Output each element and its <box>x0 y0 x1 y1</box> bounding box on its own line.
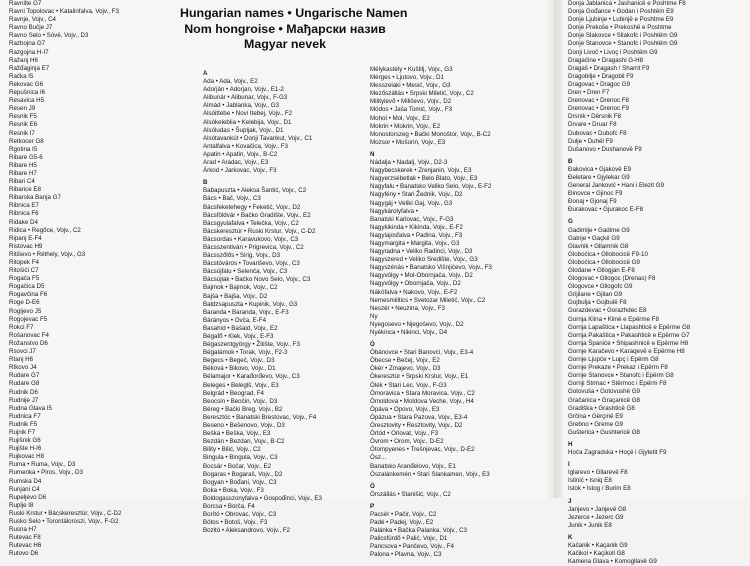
index-entry: Bégaszentgyörgy • Žitište, Vojv., F3 <box>203 341 300 349</box>
letter-heading: P <box>370 502 375 510</box>
index-entry: Bácsföldvár • Bačko Gradište, Vojv., E2 <box>203 211 311 219</box>
index-entry: Ribarice E8 <box>9 186 41 194</box>
index-entry: Bácsszőlős • Sirig, Vojv., D3 <box>203 252 281 260</box>
index-entry: Ribare G5-6 <box>9 153 43 161</box>
index-entry: Resen J9 <box>9 105 36 113</box>
hungarian-names-column-1 <box>203 66 375 535</box>
index-entry: Bácsordas • Karavukovo, Vojv., C3 <box>203 235 299 243</box>
index-entry: Ristovac H9 <box>9 242 43 250</box>
index-entry: Gornje Prekaze • Prekaz i Epërm F8 <box>568 364 668 372</box>
index-entry: Glodane • Gllogjan E-F8 <box>568 267 635 274</box>
index-entry: Bégatámok • Torak, Vojv., F2-3 <box>203 349 288 357</box>
index-entry: Gornja Pakaštica • Pakashticë e Epërme G7 <box>568 331 690 339</box>
index-entry: Bozitó • Aleksandrovo, Vojv., F2 <box>203 527 291 535</box>
index-entry: Đurakovac • Gjurakoc E-F8 <box>568 206 644 214</box>
index-entry: Nagyvölgy • Obornjača, Vojv., D2 <box>370 280 461 288</box>
index-entry: Junik • Junik E8 <box>568 521 612 529</box>
index-entry: Ravno Selo • Sóvé, Vojv., D3 <box>9 32 89 40</box>
index-entry: Đeletare • Gjylekar G9 <box>568 173 630 181</box>
index-entry: Békova • Bikovo, Vojv., D1 <box>203 365 276 373</box>
index-entry: Boka • Boka, Vojv., F3 <box>203 486 264 494</box>
index-entry: Beška • Beška, Vojv., E3 <box>203 430 271 438</box>
letter-heading: H <box>568 440 573 448</box>
index-entry: Palona • Plavna, Vojv., C3 <box>370 551 442 559</box>
index-entry: Nagykikinda • Kikinda, Vojv., E-F2 <box>370 223 463 231</box>
index-entry: Óvrom • Orom, Vojv., D-E2 <box>370 438 444 446</box>
index-entry: Resnik F5 <box>9 113 37 121</box>
index-entry: Alsótavankút • Donji Tavankut, Vojv., C1 <box>203 134 313 142</box>
index-entry: Örszállás • Stanišić, Vojv., C2 <box>370 490 451 498</box>
index-entry: Dušanovo • Dushanovë F9 <box>568 145 642 153</box>
index-entry: Palánka • Bačka Palanka, Vojv., C3 <box>370 527 467 535</box>
index-entry: Alsóludas • Šupljak, Vojv., D1 <box>203 126 284 134</box>
index-entry: Antalfalva • Kovačica, Vojv., F3 <box>203 142 288 150</box>
index-entry: Ravnje, Vojv., C4 <box>9 16 56 24</box>
index-entry: Kamena Glava • Komogllavë G9 <box>568 558 657 566</box>
index-entry: Alibunár • Alibunar, Vojv., F-G3 <box>203 94 288 102</box>
index-entry: Kačikol • Kaçikoll G8 <box>568 550 625 558</box>
index-entry: Gornje Ljupče • Lupç i Epërm G8 <box>568 356 659 364</box>
index-entry: Dulje • Duhël F9 <box>568 137 613 145</box>
index-entry: Rusko Selo • Torontáloroszi, Vojv., F-G2 <box>9 518 119 525</box>
index-entry: Gračanica • Graçanicë G8 <box>568 396 640 404</box>
index-entry: Iglarevo • Gllarevë F8 <box>568 469 628 477</box>
index-entry: Gornje Karačevo • Karaqevë e Epërme H8 <box>568 347 685 355</box>
index-entry: Račka I5 <box>9 72 34 80</box>
index-entry: Rogačica D5 <box>9 283 45 291</box>
index-entry: Đonaj • Gjonaj F9 <box>568 198 617 206</box>
index-entry: Bácsgyulafalva • Telečka, Vojv., C2 <box>203 219 299 227</box>
letter-heading: K <box>568 533 573 541</box>
albanian-names-column <box>568 0 750 566</box>
index-entry: Ruski Krstur • Bácskeresztúr, Vojv., C-D2 <box>9 509 122 517</box>
index-entry: Babapuszta • Aleksa Šantić, Vojv., C2 <box>203 187 307 195</box>
index-entry: Bácstóváros • Tovariševo, Vojv., C3 <box>203 260 300 268</box>
letter-heading: G <box>568 218 573 226</box>
index-entry: Nákófalva • Nakovo, Vojv., E-F2 <box>370 288 458 296</box>
index-entry: Rogavčina F6 <box>9 291 48 299</box>
index-entry: Nagyfény • Stari Žednik, Vojv., D2 <box>370 191 463 199</box>
index-entry: Belgrád • Beograd, F4 <box>203 389 264 397</box>
index-entry: Nyékinca • Nikinci, Vojv., D4 <box>370 329 448 336</box>
index-entry: Ribnica F6 <box>9 210 39 218</box>
index-entry: Pancsova • Pančevo, Vojv., F4 <box>370 543 454 551</box>
index-entry: Donje Ljubinje • Lubinjë e Poshtme E9 <box>568 16 674 24</box>
index-entry: Ópáva • Opovo, Vojv., E3 <box>370 405 440 413</box>
index-entry: Rokci F7 <box>9 323 34 331</box>
index-entry: Hoča Zagradska • Hoçë i Gjytetit F9 <box>568 449 667 457</box>
index-entry: Ótompyenes • Trešnjevac, Vojv., D-E2 <box>370 446 475 454</box>
place-index-column-left <box>9 0 149 558</box>
index-entry: Resnik E6 <box>9 121 38 129</box>
index-entry: Adorján • Adorjan, Vojv., E1-2 <box>203 86 284 94</box>
index-entry: Bácsújfalu • Selenča, Vojv., C3 <box>203 268 288 276</box>
index-entry: Rutevac H6 <box>9 542 42 550</box>
index-entry: Beresztóc • Banatski Brestovac, Vojv., F4 <box>203 413 317 421</box>
index-entry: Ražanj H6 <box>9 56 38 64</box>
letter-heading: B <box>203 179 208 187</box>
index-entry: Resavica H5 <box>9 97 45 105</box>
index-entry: Bárányos • Ovča, E-F4 <box>203 316 267 324</box>
index-entry: Donja Jablanica • Jashanicë e Poshtme F8 <box>568 0 686 7</box>
index-entry: Árkod • Jarkovac, Vojv., F3 <box>203 167 277 175</box>
index-entry: Gornja Španiće • Shipashnicë e Epërme H8 <box>568 339 689 347</box>
index-entry: Resnik I7 <box>9 129 35 137</box>
index-entry: Grčina • Gërçinë E9 <box>568 412 623 420</box>
index-entry: Razgojna H-I7 <box>9 48 49 56</box>
index-entry: Módos • Jaša Tomić, Vojv., F3 <box>370 106 453 114</box>
index-entry: Bajmok • Bajmok, Vojv., C2 <box>203 284 278 292</box>
index-entry: Grijilane • Gjilan G9 <box>568 291 623 299</box>
title-line: Magyar nevek <box>244 37 326 51</box>
index-entry: Dubovac • Dubofc F8 <box>568 129 627 137</box>
index-entry: Ómoldova • Moldova Veche, Vojv., H4 <box>370 397 474 405</box>
index-entry: Drenovac • Drenoc F9 <box>568 105 629 113</box>
index-entry: Bótos • Botoš, Vojv., F3 <box>203 519 268 527</box>
index-entry: Ritiševo • Réthely, Vojv., G3 <box>9 250 86 258</box>
index-entry: Rudare G8 <box>9 380 40 388</box>
index-entry: Óbánovce • Stari Banovci, Vojv., E3-4 <box>370 349 474 357</box>
index-entry: Ribarska Banja G7 <box>9 194 61 202</box>
index-entry: Gornji Strmac • Stërmoc i Epërm F8 <box>568 380 667 388</box>
index-entry: Basahíd • Bašaid, Vojv., E2 <box>203 324 278 332</box>
index-entry: Runjani C4 <box>9 485 40 493</box>
index-entry: Ripanj E-F4 <box>9 234 42 242</box>
index-entry: Ribari C4 <box>9 178 35 186</box>
index-entry: Nagykárolyfalva • <box>370 207 418 215</box>
index-entry: Ólék • Stari Lec, Vojv., F-G3 <box>370 381 447 389</box>
index-entry: Nemesmiiltics • Svetozar Miletić, Vojv., C2 <box>370 296 486 304</box>
index-entry: Bácsfeketehegy • Feketić, Vojv., D2 <box>203 203 301 211</box>
index-entry: Ravno Bučje J7 <box>9 24 53 32</box>
index-entry: Ópázua • Stara Pazova, Vojv., E3-4 <box>370 413 468 421</box>
index-entry: Nádalja • Nadalj, Vojv., D2-3 <box>370 159 448 167</box>
index-entry: Ósz... <box>370 454 387 462</box>
index-entry: Gojbulja • Gojbulë F8 <box>568 299 627 307</box>
index-entry: Rgotina I5 <box>9 145 38 153</box>
index-entry: Rudnik D6 <box>9 388 38 396</box>
index-entry: Ražđaginja E7 <box>9 64 50 72</box>
index-entry: Mélykastély • Kuštilj, Vojv., G3 <box>370 66 453 73</box>
index-entry: Apatin • Apatin, Vojv., B-C2 <box>203 150 278 158</box>
index-entry: Borcsa • Borča, F4 <box>203 502 255 510</box>
index-entry: Rogača F5 <box>9 275 40 283</box>
index-entry: Bocsár • Bočar, Vojv., E2 <box>203 462 272 470</box>
index-entry: Rusna H7 <box>9 526 37 534</box>
index-entry: Ruma • Ruma, Vojv., D3 <box>9 461 76 469</box>
index-entry: Rožanstvo D6 <box>9 339 48 347</box>
index-entry: Béreg • Bački Breg, Vojv., B2 <box>203 405 283 413</box>
index-entry: Glogovce • Gllogofc G9 <box>568 283 633 291</box>
index-entry: Bezdán • Bezdan, Vojv., B-C2 <box>203 438 285 446</box>
index-entry: Ny <box>370 312 378 320</box>
index-entry: Mezőszállás • Srpski Miletić, Vojv., C2 <box>370 90 474 98</box>
index-entry: Nagybecskerek • Zrenjanin, Vojv., E3 <box>370 167 472 175</box>
index-entry: Militylevő • Miličevo, Vojv., D2 <box>370 98 452 106</box>
hungarian-names-column-2 <box>370 66 540 559</box>
index-entry: Dragobilje • Dragobil F9 <box>568 72 634 80</box>
index-entry: Rumska D4 <box>9 477 42 485</box>
index-entry: Ószalánkemén • Stari Slankamen, Vojv., E3 <box>370 470 490 478</box>
index-entry: Donji Livoč • Livoç i Poshtëm G9 <box>568 48 658 56</box>
letter-heading: Ó <box>370 341 375 349</box>
index-entry: Óbecse • Bečej, Vojv., E2 <box>370 357 440 365</box>
index-entry: Gorazdevac • Gorazhdec E8 <box>568 307 647 315</box>
index-entry: Ókér • Zmajevo, Vojv., D3 <box>370 365 441 373</box>
letter-heading: J <box>568 497 572 505</box>
index-entry: Beleges • Beleglš, Vojv., E3 <box>203 381 279 389</box>
index-entry: Globočica • Gllobocicë F9-10 <box>568 250 648 258</box>
index-entry: Ridake D4 <box>9 218 38 226</box>
index-entry: Bogyan • Bođani, Vojv., C3 <box>203 478 277 486</box>
index-entry: Rujkovac H8 <box>9 453 45 461</box>
index-entry: Drsnik • Dërsnik F8 <box>568 113 622 121</box>
index-entry: Begecs • Begeč, Vojv., D3 <box>203 357 275 365</box>
index-entry: Roge D-E6 <box>9 299 40 307</box>
index-entry: Globočica • Gllobocicë G9 <box>568 258 640 266</box>
index-entry: Rsovci J7 <box>9 348 36 356</box>
index-entry: Gradiška • Grashticë G8 <box>568 404 635 412</box>
index-entry: Drvare • Druar F8 <box>568 121 617 129</box>
index-entry: Padé • Padej, Vojv., E2 <box>370 519 434 527</box>
index-entry: Rupeljevo D6 <box>9 493 47 501</box>
index-entry: Razbojna G7 <box>9 40 46 48</box>
index-entry: Donja Gođance • Godan i Poshtëm E9 <box>568 8 674 16</box>
index-entry: Mérges • Ljutovo, Vojv., D1 <box>370 74 444 82</box>
index-entry: Nyegosevo • Njegoševo, Vojv., D2 <box>370 320 464 328</box>
index-entry: Neszér • Neuzina, Vojv., F3 <box>370 304 445 312</box>
index-entry: Nagygáj • Veliki Gaj, Vojv., G3 <box>370 199 453 207</box>
index-entry: Rujnik F7 <box>9 428 36 436</box>
index-entry: Rogojevac F5 <box>9 315 48 323</box>
index-entry: Nagyvölgy • Mol-Obornjača, Vojv., D2 <box>370 272 473 280</box>
index-entry: Bácskeresztúr • Ruski Krstur, Vojv., C-D2 <box>203 227 316 235</box>
index-entry: Glavnik • Gllamnik G8 <box>568 242 629 250</box>
index-entry: Gornje Stanovce • Stanofc i Epërm G8 <box>568 372 674 380</box>
index-entry: Monostorszeg • Bački Monoštor, Vojv., B-C2 <box>370 130 491 138</box>
index-entry: Bajša • Bajša, Vojv., D2 <box>203 292 268 300</box>
index-entry: Gotovuša • Gotovushë G9 <box>568 388 640 396</box>
index-entry: Istinić • Isniq E8 <box>568 477 612 485</box>
letter-heading: Đ <box>568 157 573 165</box>
letter-heading: Ö <box>370 482 375 490</box>
index-entry: Almád • Jablanka, Vojv., G3 <box>203 102 279 110</box>
index-entry: Glogovac • Gllogoc (Drenas) F8 <box>568 275 656 283</box>
index-entry: Banatsko Aranđelovo, Vojv., E1 <box>370 462 456 470</box>
index-entry: Đakovica • Gjakovë E9 <box>568 165 632 173</box>
index-entry: General Janković • Hani i Elezit G9 <box>568 182 665 190</box>
index-entry: Ravnilte G7 <box>9 0 42 7</box>
index-entry: Bácsújlak • Bačko Novo Selo, Vojv., C3 <box>203 276 311 284</box>
index-entry: Bélamajor • Karađorđevo, Vojv., C3 <box>203 373 300 381</box>
index-entry: Beocsin • Beočin, Vojv., D3 <box>203 397 278 405</box>
index-entry: Óresztovity • Resztovity, Vojv., D2 <box>370 422 463 430</box>
index-entry: Nagyszénás • Banatsko Višnjićevo, Vojv., F3 <box>370 264 492 272</box>
letter-heading: A <box>203 70 208 77</box>
index-entry: Nagymargita • Margita, Vojv., G3 <box>370 239 460 247</box>
page-title <box>180 6 408 53</box>
index-entry: Nagyerzsébetlak • Belo Blato, Vojv., E3 <box>370 175 478 183</box>
index-entry: Rudnica F7 <box>9 412 41 420</box>
index-entry: Arad • Aradac, Vojv., E3 <box>203 159 269 167</box>
index-entry: Grebno • Greme G9 <box>568 420 624 428</box>
index-entry: Nagyszered • Veliko Središte, Vojv., G3 <box>370 256 478 264</box>
index-entry: Rtanj H6 <box>9 356 34 364</box>
index-entry: Mohol • Mol, Vojv., E2 <box>370 114 430 122</box>
index-entry: Alsóittebe • Novi Itebej, Vojv., F2 <box>203 110 293 118</box>
index-entry: Banatski Karlovac, Vojv., F-G3 <box>370 215 454 223</box>
index-entry: Ruplje I8 <box>9 501 34 509</box>
index-entry: Ada • Ada, Vojv., E2 <box>203 78 258 86</box>
index-entry: Dragačine • Dragashi G-H8 <box>568 56 644 64</box>
index-entry: Ribare H7 <box>9 169 37 177</box>
index-entry: Gornja Klina • Klinë e Epërme F8 <box>568 315 659 323</box>
index-entry: Bácsszentiván • Prigrevica, Vojv., C2 <box>203 243 304 251</box>
index-entry: Rtkovo J4 <box>9 364 37 372</box>
index-entry: Bács • Bač, Vojv., C3 <box>203 195 261 203</box>
index-entry: Ribnica E7 <box>9 202 39 210</box>
index-entry: Ribare H5 <box>9 161 37 169</box>
index-entry: Baranda • Baranda, Vojv., E-F3 <box>203 308 289 316</box>
index-entry: Drenovac • Drenoc F8 <box>568 97 629 105</box>
index-entry: Gadimlje • Gadime G9 <box>568 226 630 234</box>
index-entry: Bogaras • Bogaraš, Vojv., D2 <box>203 470 283 478</box>
letter-heading: N <box>370 150 375 158</box>
index-entry: Gornja Lapaštica • Llapashticë e Epërme G8 <box>568 323 691 331</box>
index-entry: Messzelaki • Mesić, Vojv., G3 <box>370 82 451 90</box>
index-entry: Donje Prekoše • Prekoshë e Poshtme <box>568 24 672 32</box>
index-entry: Ridica • Regőce, Vojv., C2 <box>9 226 81 234</box>
index-entry: Bégafő • Klek, Vojv., E-F3 <box>203 333 274 340</box>
index-entry: Bility • Bilić, Vojv., C2 <box>203 446 261 454</box>
book-spine-shadow <box>545 0 563 498</box>
index-entry: Órtód • Orlovat, Vojv., F3 <box>370 430 439 438</box>
index-entry: Rogljevo J5 <box>9 307 42 315</box>
index-entry: Rudare G7 <box>9 372 40 380</box>
index-entry: Donje Slakovce • Sllakofc i Poshtëm G9 <box>568 32 678 40</box>
letter-heading: I <box>568 461 570 469</box>
index-entry: Mokrin • Mokrin, Vojv., E2 <box>370 122 441 130</box>
index-entry: Rudnije J7 <box>9 396 39 404</box>
index-entry: Rekovac G6 <box>9 80 44 88</box>
index-entry: Repušnica I6 <box>9 89 46 97</box>
index-entry: Dragovac • Dragoc G9 <box>568 80 631 88</box>
index-entry: Boldogasszonyfalva • Gospođinci, Vojv., E3 <box>203 494 322 502</box>
index-entry: Nagylajosfalva • Padina, Vojv., F3 <box>370 231 463 239</box>
index-entry: Donje Stanovce • Stanofc i Poshtëm G9 <box>568 40 678 48</box>
index-entry: Mozsor • Mošorin, Vojv., E3 <box>370 138 446 146</box>
index-entry: Rutevac F8 <box>9 534 41 542</box>
index-entry: Nagyfalu • Banatsko Veliko Selo, Vojv., E-F2 <box>370 183 492 191</box>
title-line: Hungarian names • Ungarische Namen <box>180 6 408 20</box>
index-entry: Rujišnik G6 <box>9 437 41 445</box>
index-entry: Beseno • Bešenovo, Vojv., D3 <box>203 422 285 430</box>
index-entry: Rošanovac F4 <box>9 331 49 339</box>
index-entry: Ómoravica • Stara Moravica, Vojv., C2 <box>370 389 475 397</box>
index-entry: Alsókeleblia • Kelebija, Vojv., D1 <box>203 118 292 126</box>
index-entry: Ókeresztúr • Srpski Krstur, Vojv., E1 <box>370 373 469 381</box>
index-entry: Palicsfürdő • Palić, Vojv., D1 <box>370 535 448 543</box>
index-entry: Dren • Dren F7 <box>568 89 610 97</box>
index-entry: Kačanik • Kaçanik G9 <box>568 542 628 549</box>
index-entry: Ritošići C7 <box>9 267 39 275</box>
index-entry: Janjevo • Janjevë G8 <box>568 505 627 513</box>
index-entry: Rumenka • Piros, Vojv., D3 <box>9 469 83 477</box>
index-entry: Ravni Topolovac • Katalinfalva, Vojv., F3 <box>9 8 119 16</box>
index-entry: Gatnje • Gaçkë G9 <box>568 234 620 242</box>
index-entry: Gušterica • Gushtericë G8 <box>568 428 640 436</box>
index-entry: Rujište H-I6 <box>9 445 42 453</box>
index-entry: Ritopek F4 <box>9 259 39 266</box>
title-line: Nom hongroise • Мађарски назив <box>184 21 386 36</box>
index-entry: Đinovce • Gjinoc F9 <box>568 190 623 198</box>
index-entry: Baldzsapuszta • Kupinik, Vojv., G3 <box>203 300 298 308</box>
index-entry: Jezerce • Jezerc G9 <box>568 513 624 521</box>
index-entry: Borító • Obrovac, Vojv., C3 <box>203 511 277 519</box>
index-entry: Dragaš • Dragash / Sharrit F9 <box>568 64 650 72</box>
index-entry: Rudna Glava I5 <box>9 404 52 412</box>
index-entry: Rudnik F5 <box>9 420 38 428</box>
index-entry: Retkocer G8 <box>9 137 44 145</box>
index-entry: Rutovo D6 <box>9 550 39 558</box>
index-entry: Nagyradna • Veliko Radinci, Vojv., D3 <box>370 248 473 256</box>
index-entry: Bingula • Bingula, Vojv., C3 <box>203 454 278 462</box>
index-entry: Pacsér • Pačir, Vojv., C2 <box>370 510 437 518</box>
index-entry: Istok • Istog / Burim E8 <box>568 485 631 493</box>
